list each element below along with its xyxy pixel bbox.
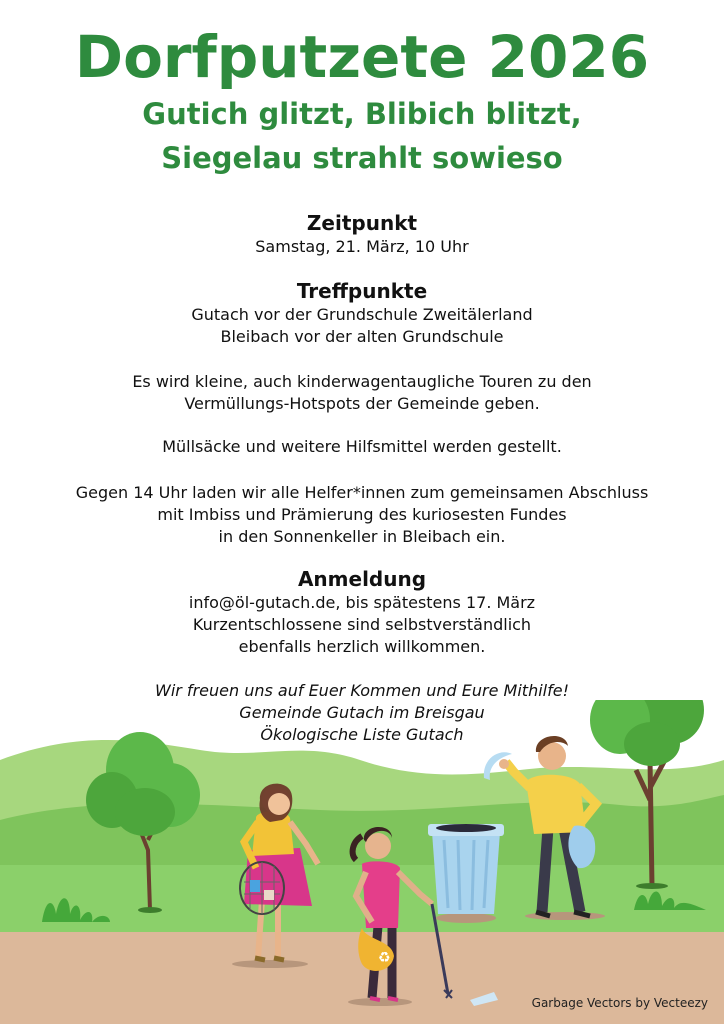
closing-line-3: Ökologische Liste Gutach <box>260 725 464 744</box>
hilfsmittel-section <box>0 436 724 458</box>
anmeldung-heading: Anmeldung <box>297 567 427 591</box>
hilfsmittel-text: Müllsäcke und weitere Hilfsmittel werden gestellt. <box>162 437 562 456</box>
closing-line-1: Wir freuen uns auf Euer Kommen und Eure Mithilfe! <box>155 681 569 700</box>
treffpunkte-section <box>0 278 724 348</box>
zeitpunkt-text: Samstag, 21. März, 10 Uhr <box>255 237 469 256</box>
anmeldung-section <box>0 566 724 658</box>
treffpunkte-heading: Treffpunkte <box>296 279 428 303</box>
poster-subtitle <box>0 92 724 180</box>
trash-bin-icon <box>428 824 504 923</box>
touren-section <box>0 371 724 415</box>
anmeldung-line-3: ebenfalls herzlich willkommen. <box>238 637 486 656</box>
zeitpunkt-section <box>0 210 724 258</box>
anmeldung-line-1: info@öl-gutach.de, bis spätestens 17. März <box>188 593 536 612</box>
abschluss-line-2: mit Imbiss und Prämierung des kuriosesten Fundes <box>157 505 567 524</box>
poster-title: Dorfputzete 2026 <box>74 23 650 91</box>
abschluss-line-3: in den Sonnenkeller in Bleibach ein. <box>218 527 506 546</box>
touren-line-1: Es wird kleine, auch kinderwagentaugliche Touren zu den <box>132 372 592 391</box>
cleanup-illustration <box>0 700 724 1024</box>
svg-text:♻: ♻ <box>378 950 391 966</box>
treffpunkte-line-1: Gutach vor der Grundschule Zweitälerland <box>191 305 533 324</box>
zeitpunkt-heading: Zeitpunkt <box>306 211 418 235</box>
closing-section <box>0 680 724 746</box>
abschluss-line-1: Gegen 14 Uhr laden wir alle Helfer*innen zum gemeinsamen Abschluss <box>75 483 649 502</box>
abschluss-section <box>0 482 724 548</box>
subtitle-line-1: Gutich glitzt, Blibich blitzt, <box>142 97 582 131</box>
touren-line-2: Vermüllungs-Hotspots der Gemeinde geben. <box>184 394 540 413</box>
closing-line-2: Gemeinde Gutach im Breisgau <box>239 703 485 722</box>
anmeldung-line-2: Kurzentschlossene sind selbstverständlich <box>192 615 532 634</box>
treffpunkte-line-2: Bleibach vor der alten Grundschule <box>220 327 504 346</box>
image-credit: Garbage Vectors by Vecteezy <box>531 996 708 1010</box>
subtitle-line-2: Siegelau strahlt sowieso <box>161 141 563 175</box>
